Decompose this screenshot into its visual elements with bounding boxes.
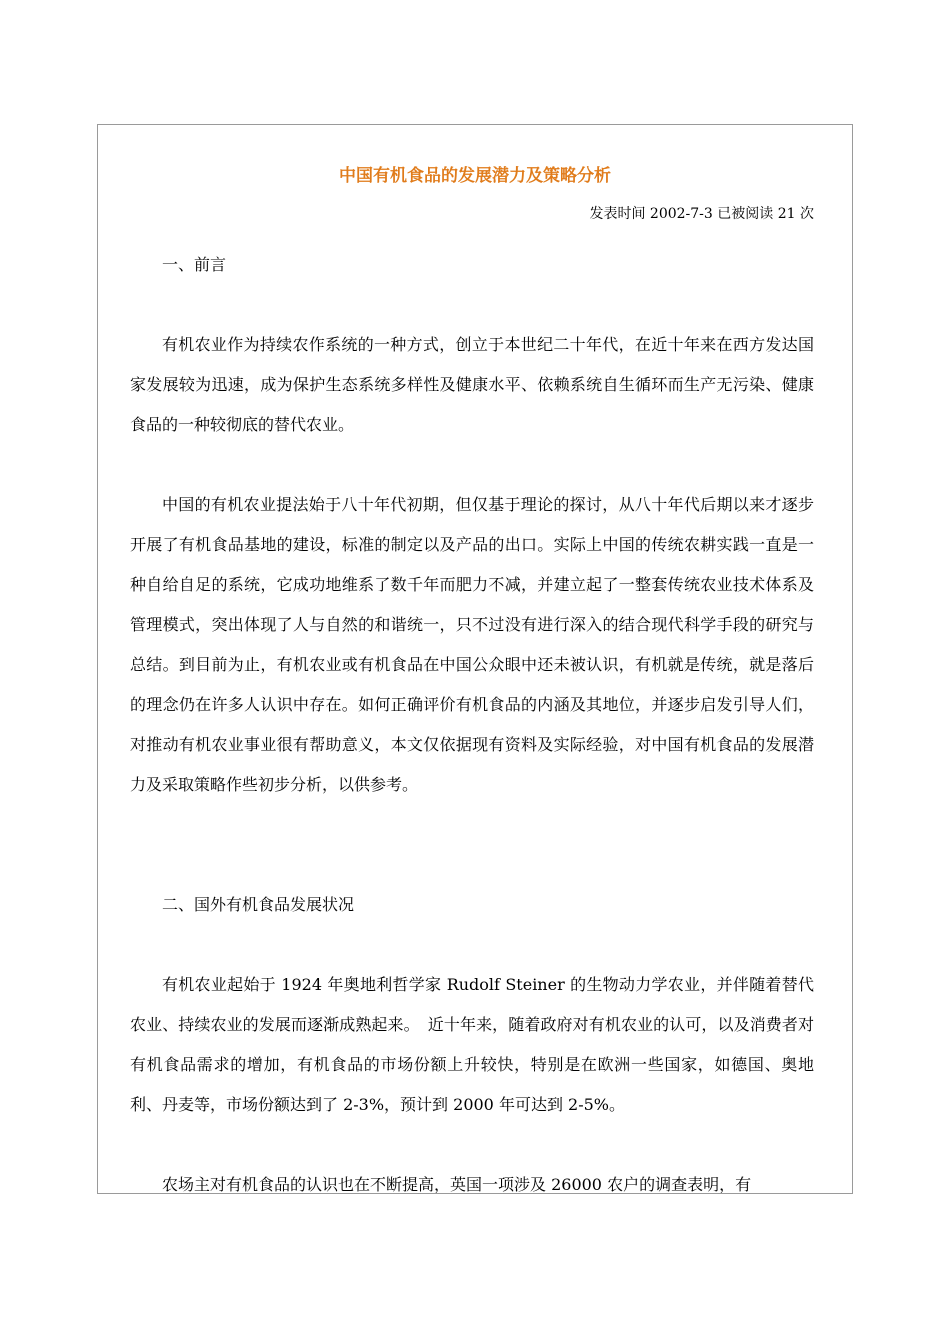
paragraph-abroad-2: 农场主对有机食品的认识也在不断提高，英国一项涉及 26000 农户的调查表明，有 (162, 1175, 752, 1194)
publish-meta: 发表时间 2002-7-3 已被阅读 21 次 (589, 206, 814, 222)
section-heading-intro: 一、前言 (162, 255, 227, 274)
article-frame (97, 124, 853, 1194)
paragraph-intro-2: 中国的有机农业提法始于八十年代初期，但仅基于理论的探讨，从八十年代后期以来才逐步开展了有机食品基地的建设，标准的制定以及产品的出口。实际上中国的传统农耕实践一直是一种自给自足的系统，它成功地维系了数千年而肥力不减，并建立起了一整套传统农业技术体系及管理模式，突出体现了人与自然的和谐统一，只不过没有进行深入的结合现代科学手段的研究与总结。到目前为止，有机农业或有机食品在中国公众眼中还未被认识，有机就是传统，就是落后的理念仍在许多人认识中存在。如何正确评价有机食品的内涵及其地位，并逐步启发引导人们，对推动有机农业事业很有帮助意义，本文仅依据现有资料及实际经验，对中国有机食品的发展潜力及采取策略作些初步分析，以供参考。 (130, 495, 814, 794)
paragraph-abroad-1: 有机农业起始于 1924 年奥地利哲学家 Rudolf Steiner 的生物动力学农业，并伴随着替代农业、持续农业的发展而逐渐成熟起来。 近十年来，随着政府对有机农业的认可，以及消费者对有机食品需求的增加，有机食品的市场份额上升较快，特别是在欧洲一些国家，如德国、奥地利、丹麦等，市场份额达到了 2-3%，预计到 2000 年可达到 2-5%。 (130, 975, 814, 1114)
paragraph-intro-1: 有机农业作为持续农作系统的一种方式，创立于本世纪二十年代，在近十年来在西方发达国家发展较为迅速，成为保护生态系统多样性及健康水平、依赖系统自生循环而生产无污染、健康食品的一种较彻底的替代农业。 (130, 335, 814, 434)
section-heading-abroad: 二、国外有机食品发展状况 (162, 895, 355, 914)
article-title: 中国有机食品的发展潜力及策略分析 (339, 166, 611, 186)
article-body (130, 245, 814, 1194)
